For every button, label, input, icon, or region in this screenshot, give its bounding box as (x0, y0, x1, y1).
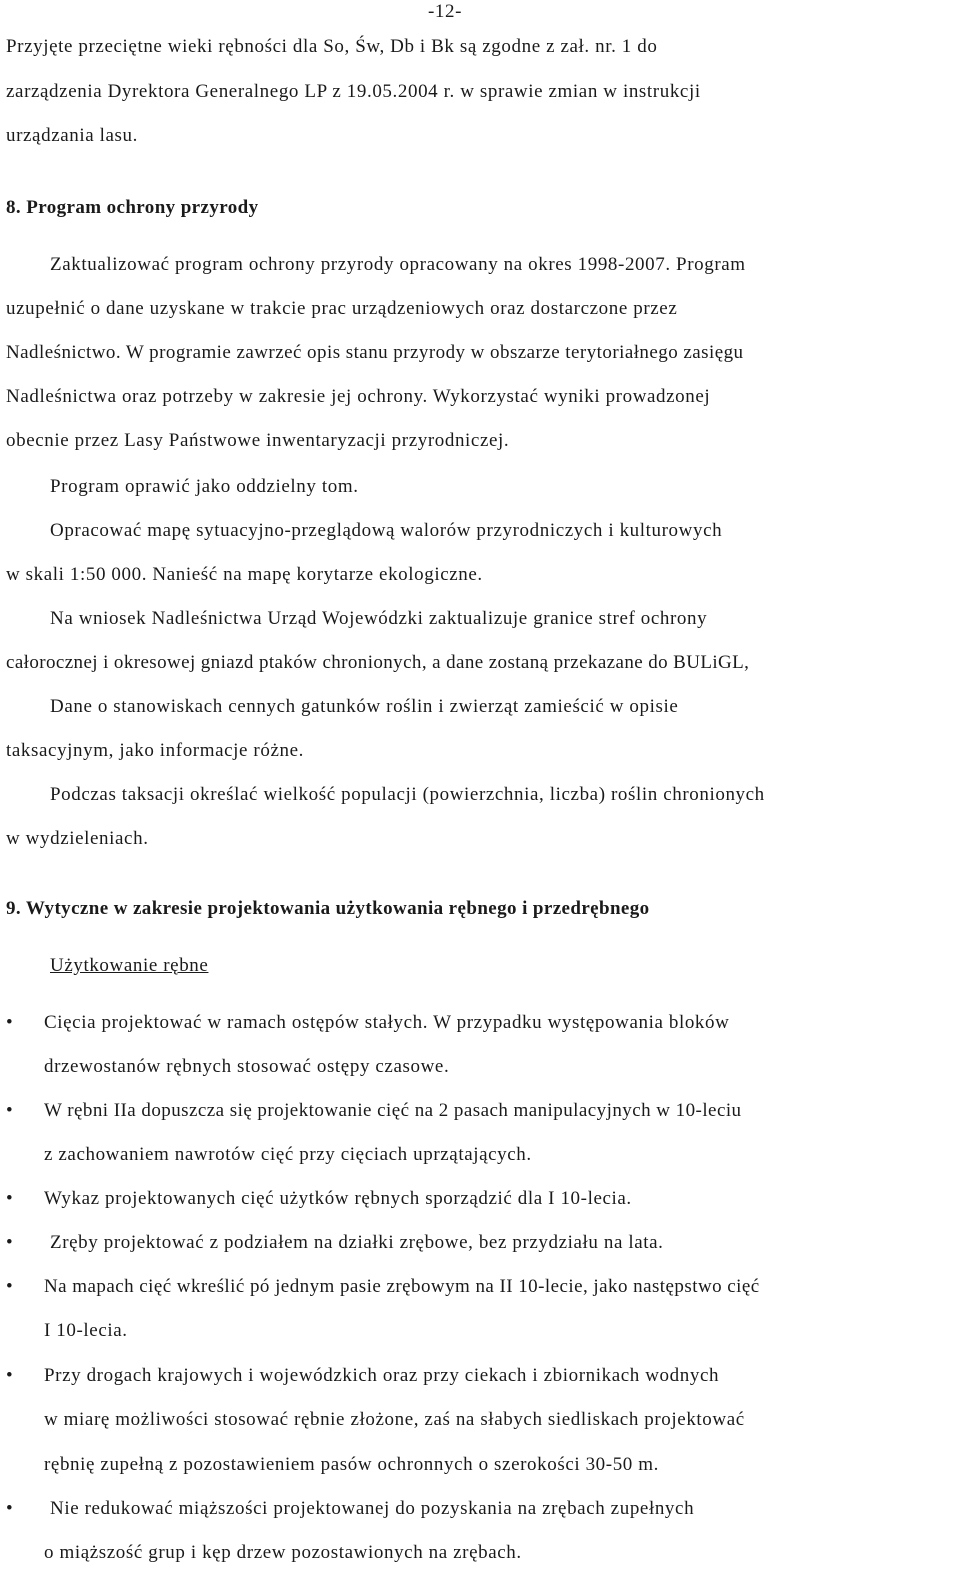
text-line: uzupełnić o dane uzyskane w trakcie prac urządzeniowych oraz dostarczone przez (6, 298, 678, 319)
text-line: w skali 1:50 000. Nanieść na mapę korytarze ekologiczne. (6, 564, 483, 585)
text-line: z zachowaniem nawrotów cięć przy cięciach uprzątających. (44, 1144, 532, 1165)
text-line: obecnie przez Lasy Państwowe inwentaryzacji przyrodniczej. (6, 430, 510, 451)
section-heading: 9. Wytyczne w zakresie projektowania użytkowania rębnego i przedrębnego (6, 898, 650, 919)
text-line: Program oprawić jako oddzielny tom. (50, 476, 359, 497)
text-line: Dane o stanowiskach cennych gatunków roślin i zwierząt zamieścić w opisie (50, 696, 679, 717)
text-line: Podczas taksacji określać wielkość populacji (powierzchnia, liczba) roślin chronionych (50, 784, 765, 805)
text-line: Zręby projektować z podziałem na działki zrębowe, bez przydziału na lata. (50, 1232, 664, 1253)
text-line: Zaktualizować program ochrony przyrody opracowany na okres 1998-2007. Program (50, 254, 746, 275)
bullet-marker: • (6, 1012, 13, 1033)
text-line: w wydzieleniach. (6, 828, 149, 849)
text-line: Na mapach cięć wkreślić pó jednym pasie zrębowym na II 10-lecie, jako następstwo cięć (44, 1276, 760, 1297)
page-number: -12- (428, 1, 463, 22)
text-line: Przyjęte przeciętne wieki rębności dla So, Św, Db i Bk są zgodne z zał. nr. 1 do (6, 36, 658, 57)
text-line: Nadleśnictwa oraz potrzeby w zakresie jej ochrony. Wykorzystać wyniki prowadzonej (6, 386, 711, 407)
text-line: w miarę możliwości stosować rębnie złożone, zaś na słabych siedliskach projektować (44, 1409, 745, 1430)
section-heading: 8. Program ochrony przyrody (6, 197, 259, 218)
bullet-marker: • (6, 1100, 13, 1121)
text-line: Wykaz projektowanych cięć użytków rębnych sporządzić dla I 10-lecia. (44, 1188, 632, 1209)
text-line: Nie redukować miąższości projektowanej do pozyskania na zrębach zupełnych (50, 1498, 695, 1519)
text-line: Na wniosek Nadleśnictwa Urząd Wojewódzki zaktualizuje granice stref ochrony (50, 608, 708, 629)
text-line: rębnię zupełną z pozostawieniem pasów ochronnych o szerokości 30-50 m. (44, 1454, 659, 1475)
bullet-marker: • (6, 1276, 13, 1297)
text-line: I 10-lecia. (44, 1320, 128, 1341)
subheading: Użytkowanie rębne (50, 955, 209, 976)
bullet-marker: • (6, 1365, 13, 1386)
text-line: Cięcia projektować w ramach ostępów stałych. W przypadku występowania bloków (44, 1012, 730, 1033)
bullet-marker: • (6, 1188, 13, 1209)
text-line: W rębni IIa dopuszcza się projektowanie cięć na 2 pasach manipulacyjnych w 10-leciu (44, 1100, 742, 1121)
text-line: taksacyjnym, jako informacje różne. (6, 740, 304, 761)
text-line: Nadleśnictwo. W programie zawrzeć opis stanu przyrody w obszarze terytoriałnego zasięgu (6, 342, 744, 363)
text-line: o miąższość grup i kęp drzew pozostawionych na zrębach. (44, 1542, 522, 1563)
text-line: drzewostanów rębnych stosować ostępy czasowe. (44, 1056, 450, 1077)
text-line: zarządzenia Dyrektora Generalnego LP z 19.05.2004 r. w sprawie zmian w instrukcji (6, 81, 701, 102)
text-line: całorocznej i okresowej gniazd ptaków chronionych, a dane zostaną przekazane do BULiGL, (6, 652, 750, 673)
bullet-marker: • (6, 1232, 13, 1253)
text-line: Opracować mapę sytuacyjno-przeglądową walorów przyrodniczych i kulturowych (50, 520, 723, 541)
text-line: Przy drogach krajowych i wojewódzkich oraz przy ciekach i zbiornikach wodnych (44, 1365, 720, 1386)
bullet-marker: • (6, 1498, 13, 1519)
text-line: urządzania lasu. (6, 125, 138, 146)
